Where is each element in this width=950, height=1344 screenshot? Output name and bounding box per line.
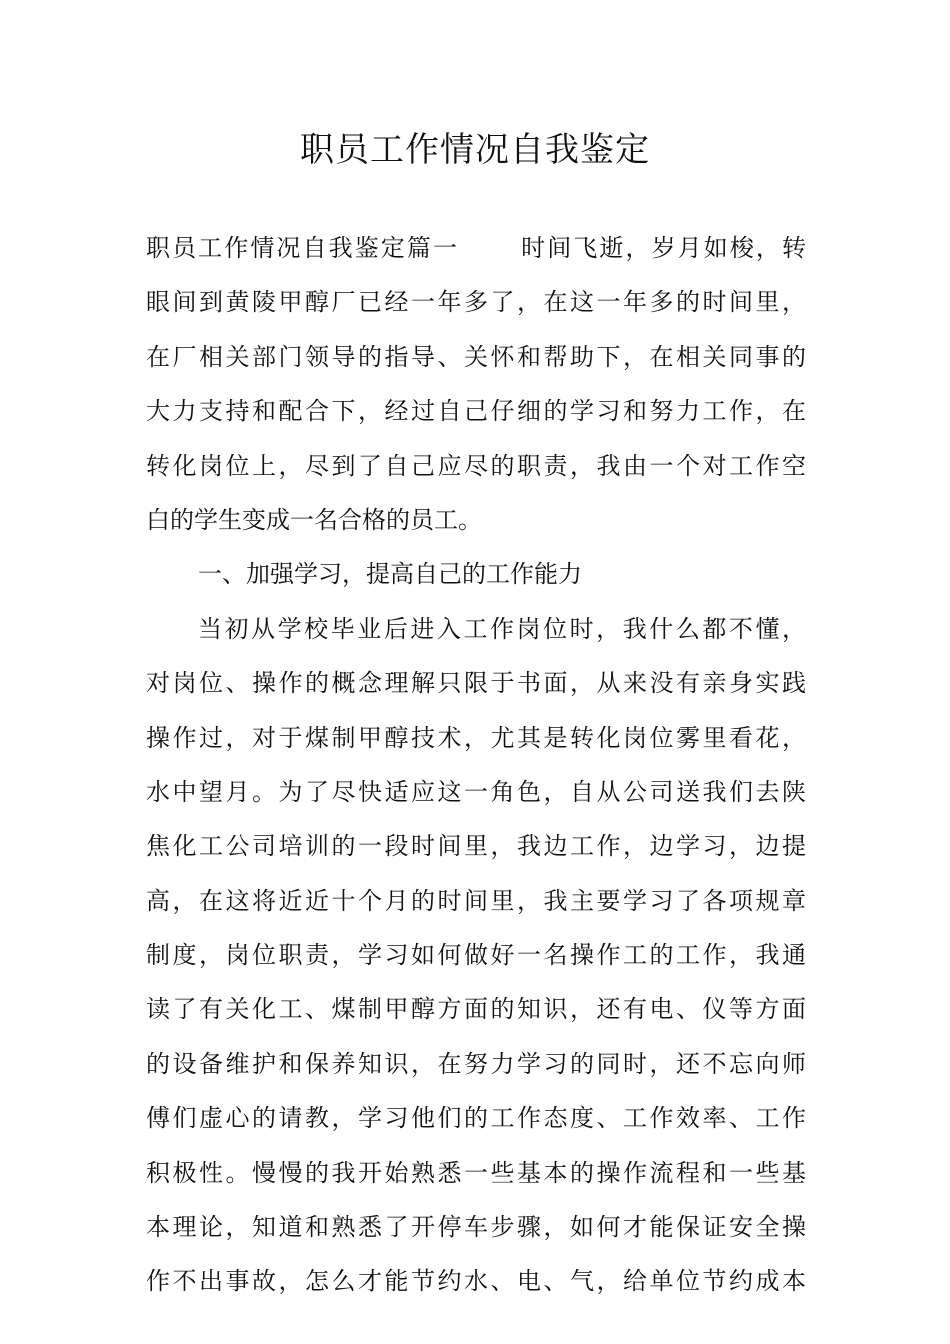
paragraph-text: 时间飞逝，岁月如梭，转 bbox=[519, 234, 807, 262]
paragraph-line: 转化岗位上，尽到了自己应尽的职责，我由一个对工作空 bbox=[146, 451, 806, 480]
paragraph-line: 傅们虚心的请教，学习他们的工作态度、工作效率、工作 bbox=[146, 1104, 806, 1133]
paragraph-line: 本理论，知道和熟悉了开停车步骤，如何才能保证安全操 bbox=[146, 1213, 806, 1242]
paragraph-line: 作不出事故，怎么才能节约水、电、气，给单位节约成本 bbox=[146, 1267, 806, 1296]
paragraph-line: 焦化工公司培训的一段时间里，我边工作，边学习，边提 bbox=[146, 832, 806, 861]
section-heading-inline: 职员工作情况自我鉴定篇一 bbox=[146, 234, 460, 262]
paragraph-line: 操作过，对于煤制甲醇技术，尤其是转化岗位雾里看花， bbox=[146, 723, 806, 752]
paragraph-line: 的设备维护和保养知识，在努力学习的同时，还不忘向师 bbox=[146, 1049, 806, 1078]
document-body bbox=[146, 221, 806, 1309]
paragraph-line bbox=[146, 221, 806, 275]
paragraph-line: 读了有关化工、煤制甲醇方面的知识，还有电、仪等方面 bbox=[146, 995, 806, 1024]
paragraph-line: 在厂相关部门领导的指导、关怀和帮助下，在相关同事的 bbox=[146, 342, 806, 371]
paragraph-line: 大力支持和配合下，经过自己仔细的学习和努力工作，在 bbox=[146, 397, 806, 426]
paragraph-line: 制度，岗位职责，学习如何做好一名操作工的工作，我通 bbox=[146, 941, 806, 970]
paragraph-line: 当初从学校毕业后进入工作岗位时，我什么都不懂， bbox=[198, 614, 806, 643]
paragraph-line: 对岗位、操作的概念理解只限于书面，从来没有亲身实践 bbox=[146, 669, 806, 698]
paragraph-line: 积极性。慢慢的我开始熟悉一些基本的操作流程和一些基 bbox=[146, 1158, 806, 1187]
paragraph-line: 白的学生变成一名合格的员工。 bbox=[146, 505, 482, 534]
paragraph-line: 眼间到黄陵甲醇厂已经一年多了，在这一年多的时间里， bbox=[146, 288, 806, 317]
paragraph-line: 水中望月。为了尽快适应这一角色，自从公司送我们去陕 bbox=[146, 777, 806, 806]
document-title: 职员工作情况自我鉴定 bbox=[300, 130, 650, 170]
paragraph-line: 高，在这将近近十个月的时间里，我主要学习了各项规章 bbox=[146, 886, 806, 915]
section-heading: 一、加强学习，提高自己的工作能力 bbox=[198, 560, 582, 589]
